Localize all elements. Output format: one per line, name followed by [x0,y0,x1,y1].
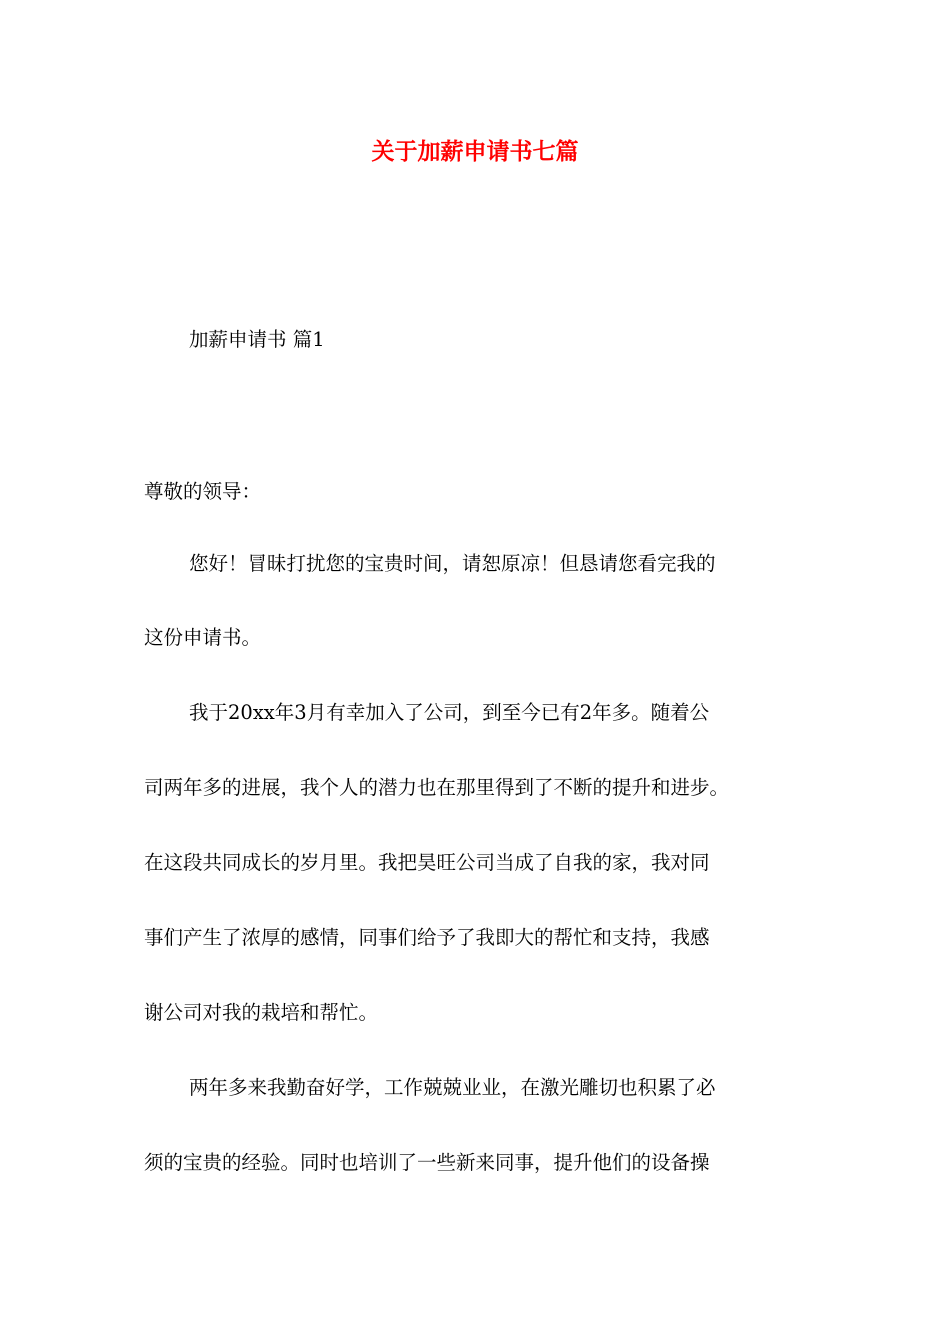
body-line: 您好！冒昧打扰您的宝贵时间，请恕原凉！但恳请您看完我的 [189,552,716,575]
body-line: 司两年多的进展，我个人的潜力也在那里得到了不断的提升和进步。 [144,776,730,799]
body-line: 谢公司对我的栽培和帮忙。 [144,1001,379,1024]
body-line: 在这段共同成长的岁月里。我把昊旺公司当成了自我的家，我对同 [144,851,710,874]
body-line: 事们产生了浓厚的感情，同事们给予了我即大的帮忙和支持，我感 [144,926,710,949]
body-line: 须的宝贵的经验。同时也培训了一些新来同事，提升他们的设备操 [144,1151,710,1174]
section-heading: 加薪申请书 篇1 [189,328,325,351]
body-line: 我于20xx年3月有幸加入了公司，到至今已有2年多。随着公 [189,701,710,724]
document-title: 关于加薪申请书七篇 [371,139,579,165]
salutation: 尊敬的领导： [144,480,262,503]
body-line: 这份申请书。 [144,626,262,649]
body-line: 两年多来我勤奋好学，工作兢兢业业，在激光雕切也积累了必 [189,1076,716,1099]
